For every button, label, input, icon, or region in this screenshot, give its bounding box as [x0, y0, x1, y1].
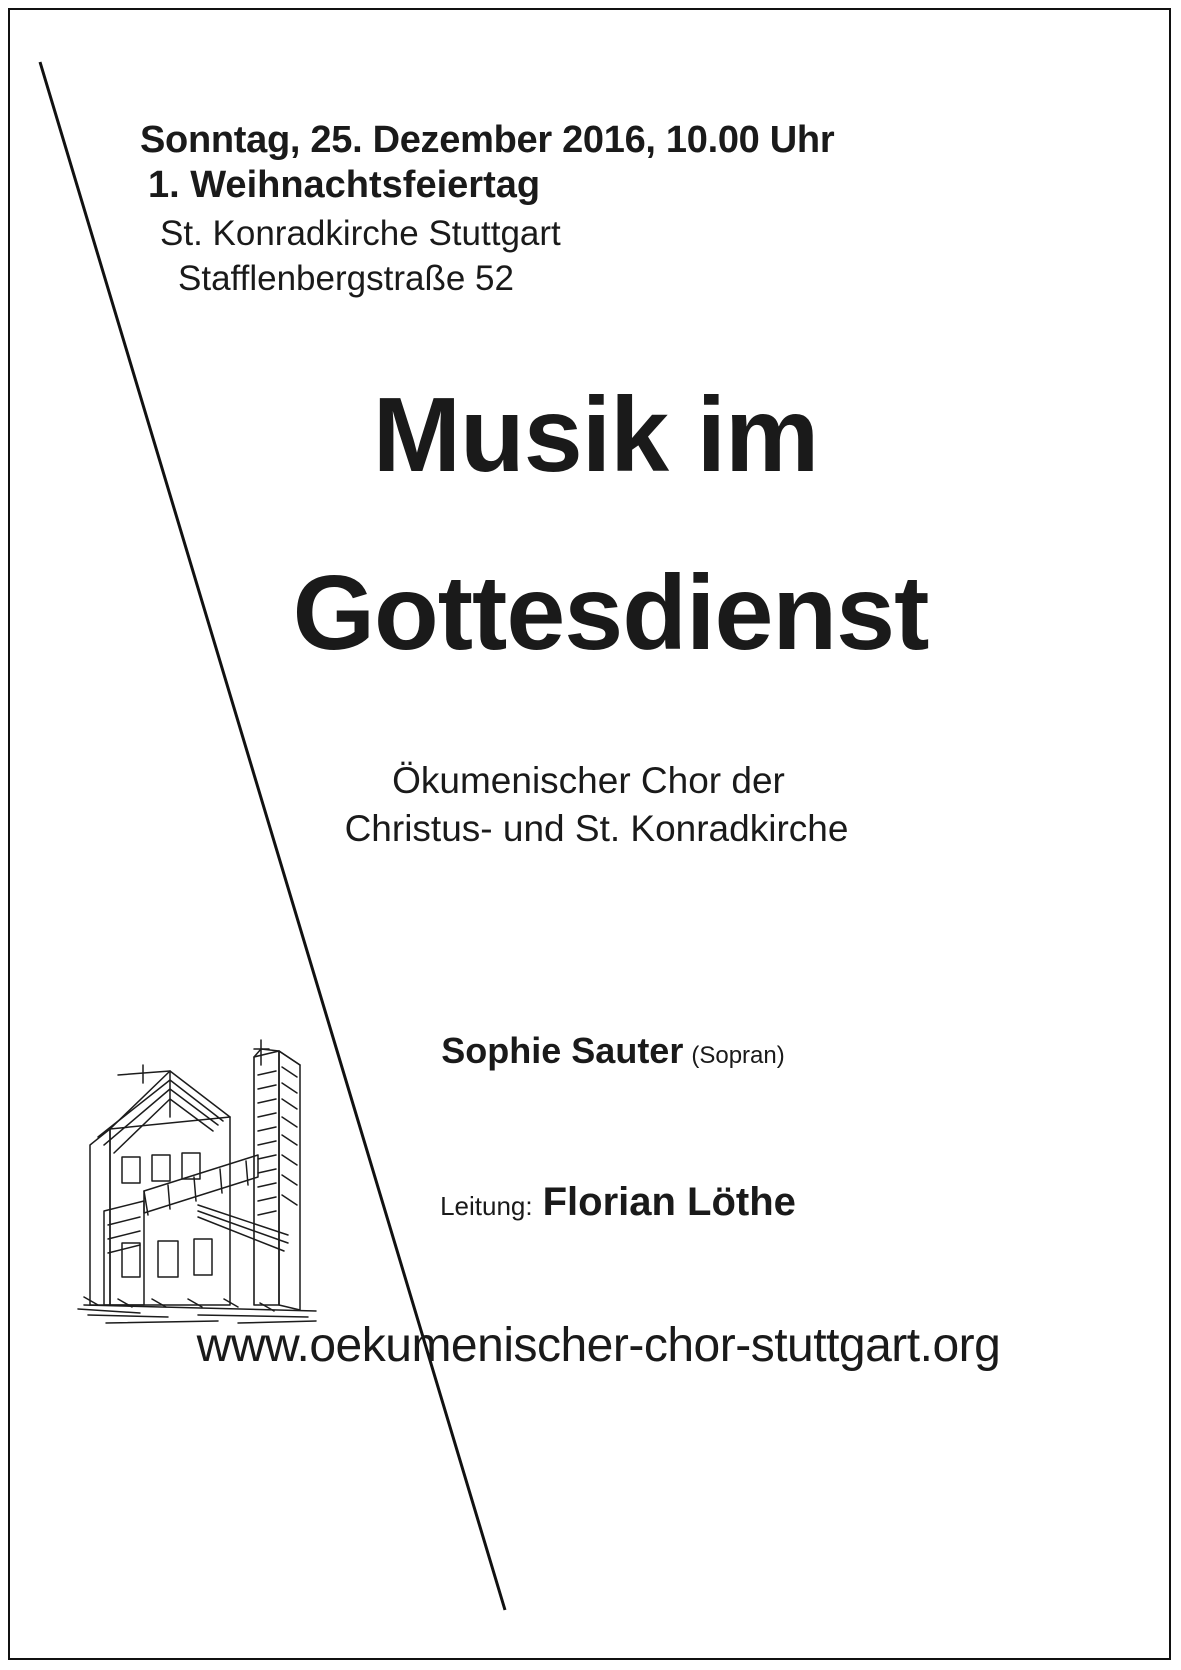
event-address: Stafflenbergstraße 52 [178, 259, 514, 299]
event-venue: St. Konradkirche Stuttgart [160, 213, 561, 253]
church-sketch-icon [48, 1005, 348, 1325]
soloist-name: Sophie Sauter [441, 1030, 684, 1071]
page-title-line-1: Musik im [372, 376, 819, 494]
event-header [140, 118, 1040, 301]
website-url[interactable]: www.oekumenischer-chor-stuttgart.org [196, 1319, 1001, 1372]
soloist-voice: (Sopran) [691, 1042, 785, 1069]
page-title-line-2: Gottesdienst [292, 554, 929, 672]
ensemble-name-line-2: Christus- und St. Konradkirche [344, 808, 849, 850]
conductor-name: Florian Löthe [542, 1180, 796, 1224]
event-date: Sonntag, 25. Dezember 2016, 10.00 Uhr [140, 119, 835, 161]
ensemble-name-line-1: Ökumenischer Chor der [392, 760, 785, 801]
conductor-label: Leitung: [440, 1191, 533, 1221]
event-occasion: 1. Weihnachtsfeiertag [148, 163, 541, 206]
ensemble-name [0, 757, 1181, 853]
